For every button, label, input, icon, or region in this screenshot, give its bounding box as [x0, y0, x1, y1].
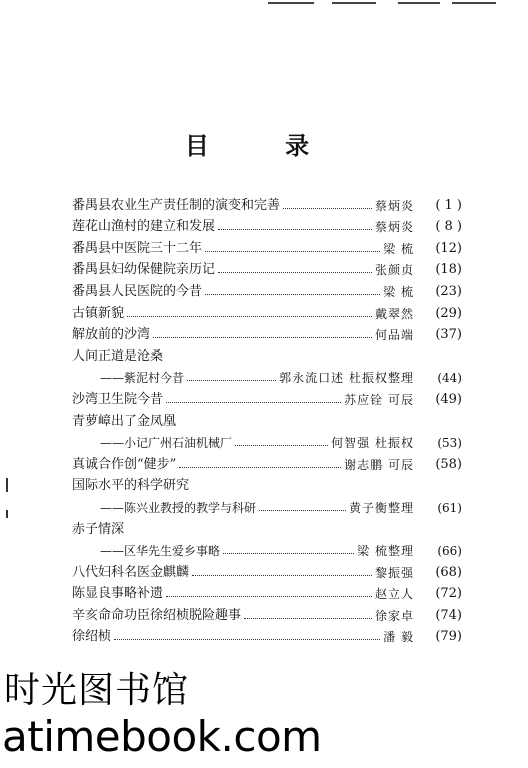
toc-entry-page: (53) — [437, 436, 462, 451]
dot-leader — [114, 639, 380, 640]
toc-entry-author: 梁 梳 — [383, 241, 414, 256]
toc-entry-page: (18) — [435, 262, 462, 278]
toc-entry-page: (72) — [435, 586, 462, 602]
toc-entry-author: 梁 梳整理 — [357, 544, 414, 559]
toc-entry-page: ( 1 ) — [435, 197, 462, 213]
toc-entry-title: 徐绍桢 — [72, 629, 112, 645]
top-rule — [452, 2, 496, 4]
dot-leader — [223, 553, 354, 554]
toc-entry-page: (49) — [435, 391, 462, 407]
toc-entry-title: 国际水平的科学研究 — [72, 478, 190, 494]
toc-entry-title: 人间正道是沧桑 — [72, 348, 164, 364]
toc-entry-title: 番禺县人民医院的今昔 — [72, 283, 203, 299]
toc-entry-title: 莲花山渔村的建立和发展 — [72, 219, 216, 235]
dot-leader — [153, 337, 372, 338]
toc-entry — [72, 298, 462, 320]
toc-entry-author: 郭永流口述 杜振权整理 — [279, 371, 414, 386]
toc-entry-page: (68) — [435, 564, 462, 580]
top-rule — [268, 2, 314, 4]
toc-entry-title: 青萝嶂出了金凤凰 — [72, 413, 177, 429]
toc-entry — [72, 212, 462, 234]
toc-entry-title: 番禺县妇幼保健院亲历记 — [72, 262, 216, 278]
dot-leader — [192, 575, 372, 576]
toc-heading — [72, 406, 462, 428]
toc-entry-page: (58) — [435, 456, 462, 472]
toc-entry-title: 番禺县中医院三十二年 — [72, 240, 203, 256]
watermark-url: atimebook.com — [2, 712, 322, 761]
page-title: 目 录 — [184, 131, 344, 160]
toc-entry-author: 蔡炳炎 — [374, 198, 414, 213]
toc-entry — [72, 557, 462, 579]
toc-entry — [72, 233, 462, 255]
scan-edge-mark — [6, 478, 8, 492]
dot-leader — [259, 510, 346, 511]
toc-entry-author: 蔡炳炎 — [374, 220, 414, 235]
watermark-name: 时光图书馆 — [4, 670, 190, 711]
toc-entry-title: 辛亥命命功臣徐绍桢脱险趣事 — [72, 607, 242, 623]
toc-entry-title: ——陈兴业教授的教学与科研 — [100, 500, 257, 515]
toc-entry — [72, 492, 462, 514]
dot-leader — [187, 380, 276, 381]
toc-entry — [72, 363, 462, 385]
toc-entry — [72, 600, 462, 622]
dot-leader — [283, 208, 372, 209]
toc-entry — [72, 276, 462, 298]
toc-entry-author: 张颜贞 — [374, 263, 414, 278]
toc-entry — [72, 384, 462, 406]
toc-entry-author: 何品端 — [374, 328, 414, 343]
dot-leader — [218, 272, 372, 273]
toc-heading — [72, 341, 462, 363]
toc-entry-author: 黎振强 — [374, 565, 414, 580]
toc-entry — [72, 536, 462, 558]
toc-entry-title: 赤子情深 — [72, 521, 125, 537]
toc-entry-title: 番禺县农业生产责任制的演变和完善 — [72, 197, 281, 213]
toc-entry-author: 黄子衡整理 — [348, 500, 414, 515]
toc-entry-page: (74) — [435, 607, 462, 623]
toc-entry-title: 古镇新貌 — [72, 305, 125, 321]
toc-entry-author: 徐家卓 — [374, 608, 414, 623]
scan-edge-mark — [6, 510, 8, 518]
toc-entry — [72, 449, 462, 471]
toc-entry-page: (66) — [437, 544, 462, 559]
toc-entry-author: 戴翠然 — [374, 306, 414, 321]
toc-entry-page: (61) — [437, 500, 462, 515]
toc-entry-title: ——紫泥村今昔 — [100, 371, 185, 386]
dot-leader — [235, 445, 328, 446]
toc-heading — [72, 471, 462, 493]
toc-entry-title: ——小记广州石油机械厂 — [100, 436, 233, 451]
toc-entry-author: 何智强 杜振权 — [331, 436, 414, 451]
toc-entry — [72, 428, 462, 450]
toc-entry-author: 潘 毅 — [383, 630, 414, 645]
dot-leader — [205, 251, 380, 252]
toc-entry-page: (37) — [435, 327, 462, 343]
toc-entry-author: 赵立人 — [374, 587, 414, 602]
dot-leader — [166, 596, 372, 597]
toc-entry-title: 沙湾卫生院今昔 — [72, 391, 164, 407]
toc-entry-title: ——区华先生爱乡事略 — [100, 544, 221, 559]
toc-heading — [72, 514, 462, 536]
dot-leader — [205, 294, 380, 295]
toc-entry — [72, 579, 462, 601]
dot-leader — [166, 402, 341, 403]
toc-entry-title: 陈显良事略补遗 — [72, 586, 164, 602]
toc-entry-page: ( 8 ) — [435, 219, 462, 235]
toc-entry-page: (23) — [435, 283, 462, 299]
toc-entry-title: 解放前的沙湾 — [72, 327, 151, 343]
toc-entry-title: 真诚合作创“健步” — [72, 456, 177, 472]
dot-leader — [179, 467, 341, 468]
top-edge-marks — [0, 0, 528, 10]
toc-entry-page: (29) — [435, 305, 462, 321]
toc-entry — [72, 622, 462, 644]
toc-entry-author: 苏应铨 可辰 — [344, 392, 414, 407]
toc-entry-page: (12) — [435, 240, 462, 256]
toc-entry-author: 谢志鹏 可辰 — [344, 457, 414, 472]
toc-entry — [72, 255, 462, 277]
toc-entry-page: (79) — [435, 629, 462, 645]
top-rule — [398, 2, 440, 4]
table-of-contents — [72, 190, 462, 643]
toc-entry — [72, 320, 462, 342]
dot-leader — [127, 316, 372, 317]
dot-leader — [218, 229, 372, 230]
toc-entry-page: (44) — [437, 371, 462, 386]
dot-leader — [244, 618, 372, 619]
toc-entry — [72, 190, 462, 212]
top-rule — [332, 2, 376, 4]
toc-entry-author: 梁 梳 — [383, 284, 414, 299]
toc-entry-title: 八代妇科名医金麒麟 — [72, 564, 190, 580]
